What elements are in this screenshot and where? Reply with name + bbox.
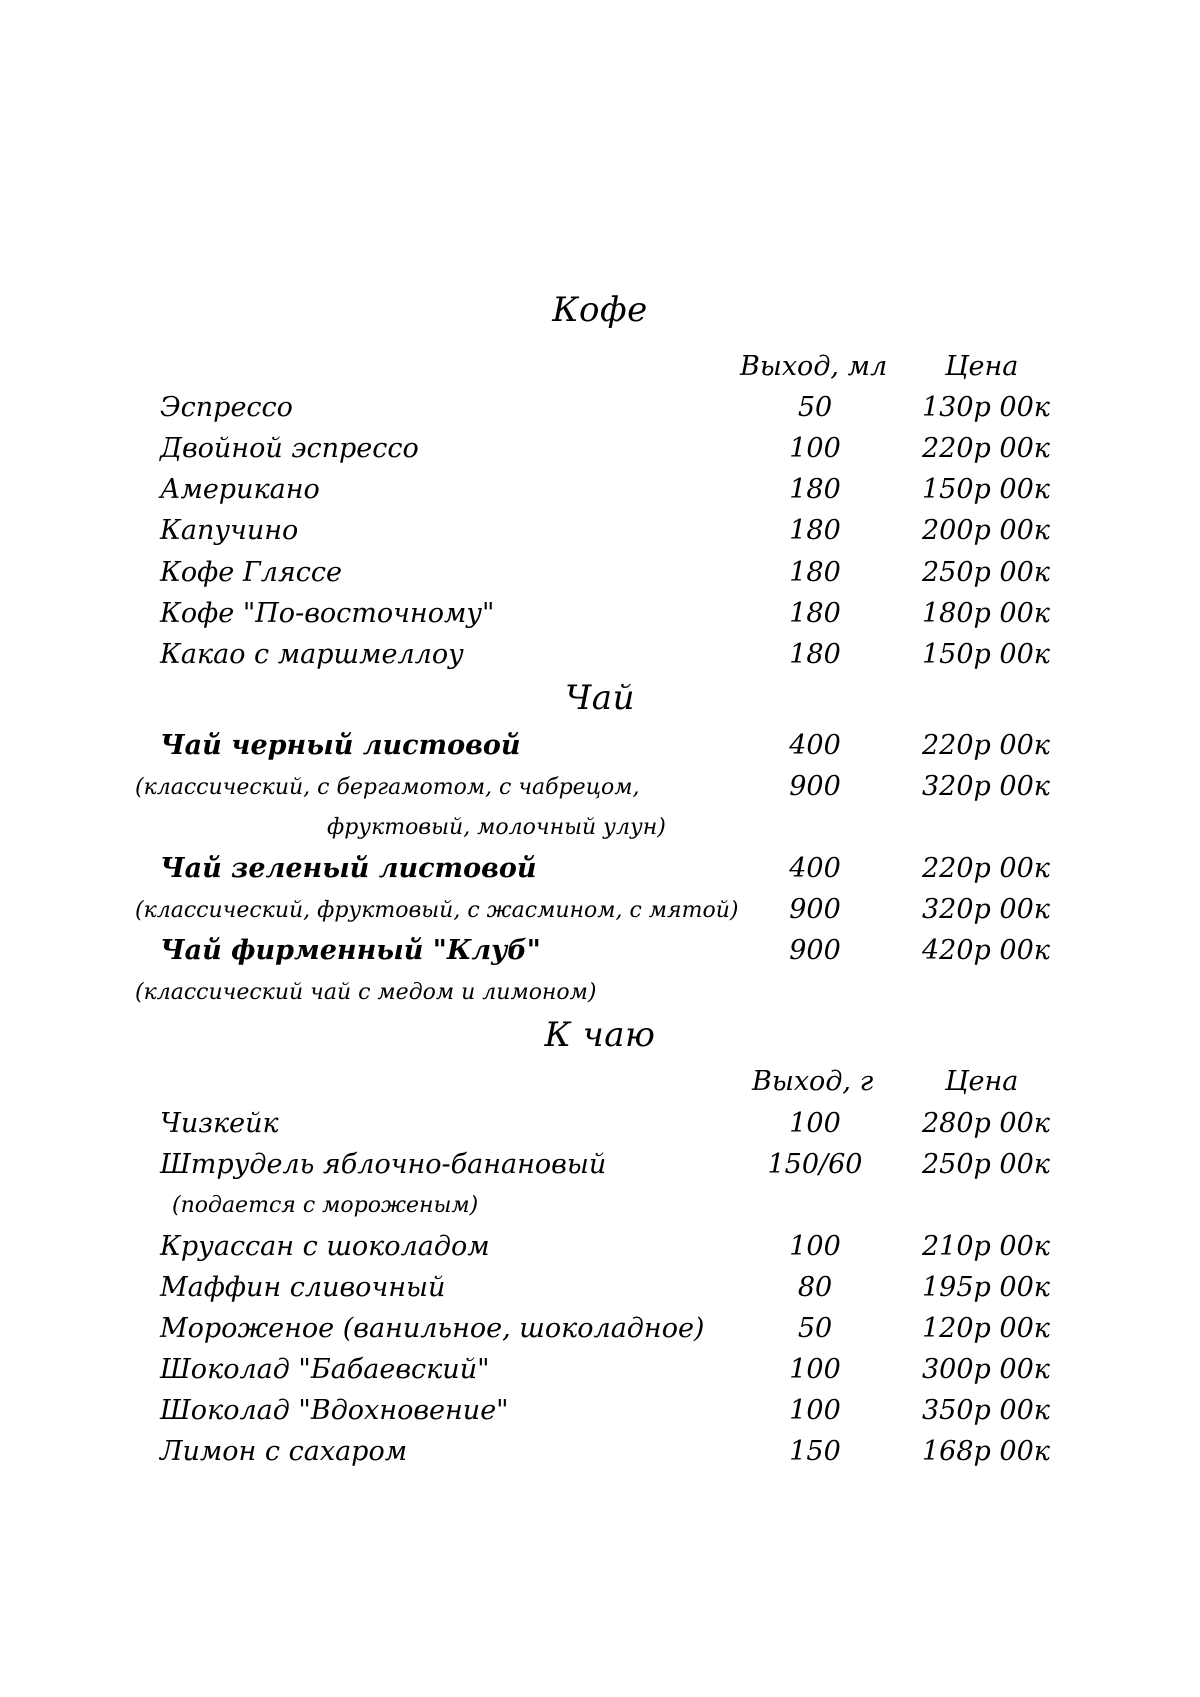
item-qty: 400	[789, 730, 841, 761]
item-price: 150р 00к	[922, 639, 1050, 670]
item-qty: 180	[789, 557, 841, 588]
item-qty: 150	[789, 1436, 841, 1467]
item-price: 130р 00к	[922, 392, 1050, 423]
item-name: Двойной эспрессо	[160, 433, 419, 464]
item-name: Штрудель яблочно-банановый	[160, 1149, 607, 1180]
item-name: Кофе "По-восточному"	[160, 598, 495, 629]
menu-row	[0, 429, 1200, 469]
menu-row	[0, 635, 1200, 675]
item-price: 300р 00к	[922, 1354, 1050, 1385]
to-tea-price-header: Цена	[945, 1066, 1019, 1097]
item-name: Эспрессо	[160, 392, 293, 423]
item-price: 210р 00к	[922, 1231, 1050, 1262]
menu-row	[0, 931, 1200, 971]
item-price: 150р 00к	[922, 474, 1050, 505]
coffee-qty-header: Выход, мл	[740, 351, 888, 382]
menu-row	[0, 511, 1200, 551]
item-price: 180р 00к	[922, 598, 1050, 629]
menu-row	[0, 470, 1200, 510]
item-price: 220р 00к	[922, 730, 1050, 761]
coffee-section-title: Кофе	[552, 290, 648, 330]
item-qty: 180	[789, 639, 841, 670]
item-price: 120р 00к	[922, 1313, 1050, 1344]
item-name: Шоколад "Бабаевский"	[160, 1354, 490, 1385]
item-qty: 180	[789, 598, 841, 629]
item-name: Шоколад "Вдохновение"	[160, 1395, 509, 1426]
menu-row	[0, 1309, 1200, 1349]
item-name: Круассан с шоколадом	[160, 1231, 490, 1262]
to-tea-qty-header: Выход, г	[752, 1066, 874, 1097]
menu-row	[0, 388, 1200, 428]
to-tea-section-title: К чаю	[544, 1015, 656, 1055]
item-price: 320р 00к	[922, 771, 1050, 802]
item-qty: 900	[789, 894, 841, 925]
item-note: фруктовый, молочный улун)	[327, 815, 666, 840]
item-note: (классический чай с медом и лимоном)	[135, 980, 597, 1005]
item-name: Капучино	[160, 515, 299, 546]
item-qty: 400	[789, 853, 841, 884]
item-price: 250р 00к	[922, 557, 1050, 588]
item-price: 200р 00к	[922, 515, 1050, 546]
item-name: Мороженое (ванильное, шоколадное)	[160, 1313, 705, 1344]
menu-row	[0, 1104, 1200, 1144]
item-name: Американо	[160, 474, 320, 505]
item-qty: 100	[789, 1108, 841, 1139]
item-price: 168р 00к	[922, 1436, 1050, 1467]
menu-row	[0, 1391, 1200, 1431]
item-name: Чай черный листовой	[160, 730, 521, 761]
item-price: 220р 00к	[922, 433, 1050, 464]
item-qty: 100	[789, 433, 841, 464]
menu-row	[0, 849, 1200, 889]
item-price: 195р 00к	[922, 1272, 1050, 1303]
item-note: (подается с мороженым)	[172, 1193, 479, 1218]
menu-row	[0, 1145, 1200, 1185]
item-qty: 180	[789, 515, 841, 546]
item-name: Маффин сливочный	[160, 1272, 446, 1303]
item-name: Лимон с сахаром	[160, 1436, 408, 1467]
menu-row	[0, 1350, 1200, 1390]
item-name: Чизкейк	[160, 1108, 279, 1139]
item-qty: 50	[797, 1313, 833, 1344]
coffee-price-header: Цена	[945, 351, 1019, 382]
item-name: Чай зеленый листовой	[160, 853, 537, 884]
item-price: 350р 00к	[922, 1395, 1050, 1426]
menu-row	[0, 553, 1200, 593]
item-qty: 50	[797, 392, 833, 423]
item-name: Какао с маршмеллоу	[160, 639, 464, 670]
menu-row	[0, 726, 1200, 766]
item-qty: 80	[797, 1272, 833, 1303]
item-name: Чай фирменный "Клуб"	[160, 935, 541, 966]
item-qty: 100	[789, 1231, 841, 1262]
item-qty: 900	[789, 771, 841, 802]
menu-row	[0, 1268, 1200, 1308]
item-price: 220р 00к	[922, 853, 1050, 884]
item-price: 420р 00к	[922, 935, 1050, 966]
item-price: 320р 00к	[922, 894, 1050, 925]
item-qty: 900	[789, 935, 841, 966]
menu-row	[0, 1432, 1200, 1472]
item-qty: 100	[789, 1395, 841, 1426]
item-price: 250р 00к	[922, 1149, 1050, 1180]
tea-section-title: Чай	[565, 678, 635, 718]
item-qty: 100	[789, 1354, 841, 1385]
item-note: (классический, с бергамотом, с чабрецом,	[135, 775, 640, 800]
item-qty: 180	[789, 474, 841, 505]
item-name: Кофе Гляссе	[160, 557, 343, 588]
menu-row	[0, 594, 1200, 634]
item-qty: 150/60	[767, 1149, 863, 1180]
item-price: 280р 00к	[922, 1108, 1050, 1139]
item-note: (классический, фруктовый, с жасмином, с мятой)	[135, 898, 739, 923]
menu-row	[0, 1227, 1200, 1267]
